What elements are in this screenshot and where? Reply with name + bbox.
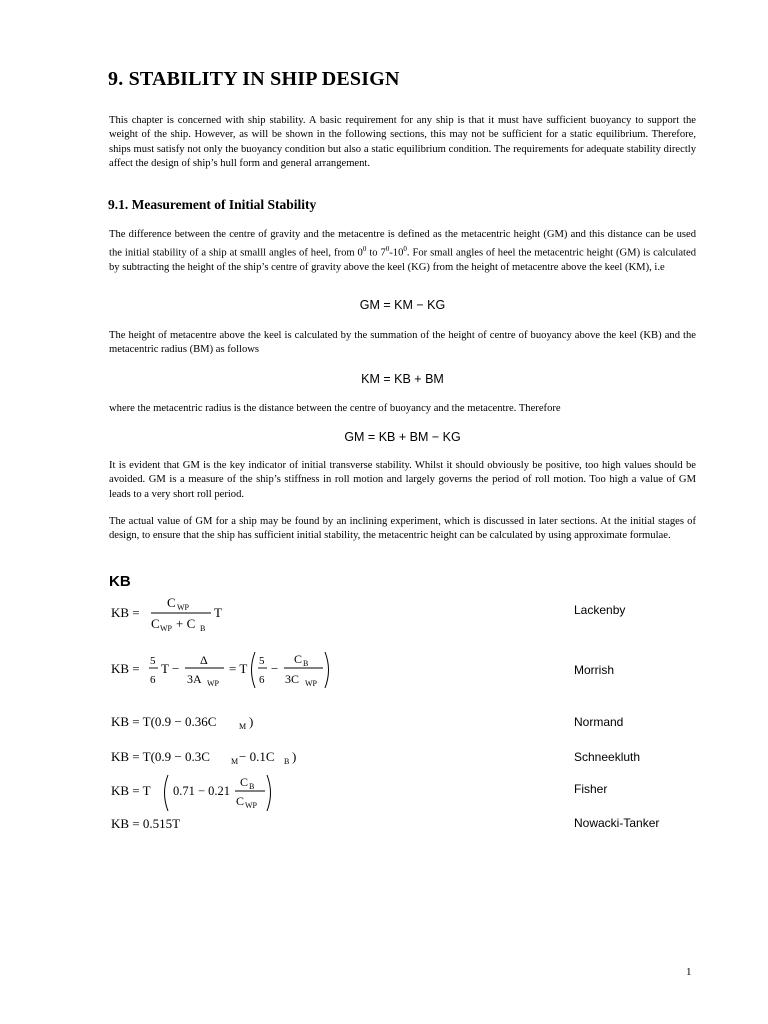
- formula-lackenby: [111, 592, 311, 642]
- lackenby-num-sub: WP: [177, 603, 189, 612]
- page-number: 1: [686, 966, 692, 978]
- fisher-num-sub: B: [249, 782, 255, 791]
- formula-schneekluth: [111, 742, 351, 770]
- morrish-f2-den-sub: WP: [207, 679, 219, 688]
- fisher-den: C: [236, 794, 245, 808]
- formula-name-fisher: Fisher: [574, 782, 608, 796]
- normand-close: ): [249, 714, 254, 729]
- schneekluth-mid: − 0.1C: [239, 749, 275, 764]
- schneekluth-text: KB = T(0.9 − 0.3C: [111, 749, 210, 764]
- nowacki-text: KB = 0.515T: [111, 816, 181, 831]
- fisher-inner: 0.71 − 0.21: [173, 784, 231, 798]
- formula-lackenby-svg: [111, 592, 311, 638]
- evident-paragraph: It is evident that GM is the key indicator of initial transverse stability. Whilst it should obviously be positive, too high values should be avoided. GM is a measure of the ship’s stiffness in roll motion and largely governs the period of roll motion. Too high a value of GM leads to a very short roll period.: [109, 460, 696, 500]
- equation-gm-kb-bm-kg: GM = KB + BM − KG: [344, 430, 461, 444]
- lackenby-t: T: [214, 605, 222, 620]
- formula-name-morrish: Morrish: [574, 663, 615, 677]
- morrish-f3-den: 6: [259, 674, 265, 686]
- lackenby-den-c1: C: [151, 616, 160, 631]
- morrish-f2-num: Δ: [200, 653, 208, 667]
- morrish-f2-den: 3A: [187, 672, 202, 686]
- formula-nowacki-svg: [111, 811, 271, 837]
- section-title: 9.1. Measurement of Initial Stability: [108, 197, 317, 212]
- intro-paragraph: This chapter is concerned with ship stability. A basic requirement for any ship is that it must have sufficient buoyancy to support the weight of the ship. However, as will be shown in the following sections, this may not be sufficient for a static equilibrium. Therefore, ships must satisfy not only the buoyancy condition but also a static equilibrium condition. The requirements for adequate stability directly affect the design of ship’s hull form and general arrangement.: [109, 115, 696, 170]
- schneekluth-sub1: M: [231, 757, 239, 766]
- morrish-f3-num: 5: [259, 655, 265, 667]
- lackenby-lhs: KB =: [111, 605, 140, 620]
- gm-text-b: . For small angles of heel the metacentric height (GM) is calculated by subtracting the height of the ship’s centre of gravity above the keel (KG) from the height of metacentre above the keel (KM), i.e: [109, 247, 696, 274]
- fisher-lhs: KB = T: [111, 783, 151, 798]
- km-paragraph: The height of metacentre above the keel is calculated by the summation of the height of centre of buoyancy above the keel (KB) and the metacentric radius (BM) as follows: [109, 330, 696, 356]
- morrish-f4-num: C: [294, 652, 303, 666]
- equation-km-kb-bm: KM = KB + BM: [361, 372, 444, 386]
- degree-sup-1: 0: [362, 245, 367, 254]
- formula-morrish-svg: [111, 646, 341, 694]
- normand-text: KB = T(0.9 − 0.36C: [111, 714, 217, 729]
- degree-sup-2: 0: [385, 245, 390, 254]
- schneekluth-close: ): [292, 749, 297, 764]
- gm-text-dash: -10: [389, 247, 404, 259]
- formula-name-nowacki: Nowacki-Tanker: [574, 816, 660, 830]
- morrish-lhs: KB =: [111, 661, 140, 676]
- kb-heading: KB: [109, 573, 131, 590]
- bm-paragraph: where the metacentric radius is the distance between the centre of buoyancy and the metacentre. Therefore: [109, 403, 561, 414]
- morrish-eq-t: = T: [229, 661, 248, 676]
- morrish-minus: −: [271, 661, 279, 676]
- formula-morrish: [111, 646, 341, 696]
- gm-text-a: The difference between the centre of gravity and the metacentre is defined as the metacentric height (GM) and this distance can be used the initial stability of a ship at smalll angles of heel, from 0: [109, 229, 696, 259]
- formula-name-schneekluth: Schneekluth: [574, 750, 641, 764]
- morrish-f4-den: 3C: [285, 672, 300, 686]
- fisher-left-paren: [165, 775, 169, 811]
- lackenby-den-sub1: WP: [160, 624, 172, 633]
- schneekluth-sub2: B: [284, 757, 290, 766]
- equation-gm-km-kg: GM = KM − KG: [359, 298, 446, 312]
- fisher-num: C: [240, 775, 249, 789]
- normand-sub: M: [239, 722, 247, 731]
- morrish-f4-num-sub: B: [303, 659, 309, 668]
- lackenby-den-plus: + C: [176, 616, 196, 631]
- degree-sup-3: 0: [403, 245, 407, 254]
- fisher-den-sub: WP: [245, 801, 257, 810]
- formula-normand: [111, 707, 331, 735]
- formula-schneekluth-svg: [111, 742, 351, 770]
- formula-name-normand: Normand: [574, 715, 624, 729]
- morrish-t1: T −: [161, 661, 180, 676]
- morrish-right-paren: [325, 652, 329, 688]
- gm-text-to: to 7: [366, 247, 386, 259]
- morrish-f1-den: 6: [150, 674, 156, 686]
- fisher-right-paren: [267, 775, 271, 811]
- morrish-left-paren: [252, 652, 256, 688]
- formula-nowacki: [111, 811, 271, 837]
- lackenby-num-c: C: [167, 595, 176, 610]
- formula-normand-svg: [111, 707, 331, 735]
- chapter-title: 9. STABILITY IN SHIP DESIGN: [108, 68, 400, 90]
- formula-name-lackenby: Lackenby: [574, 603, 626, 617]
- morrish-f1-num: 5: [150, 655, 156, 667]
- morrish-f4-den-sub: WP: [305, 679, 317, 688]
- gm-definition-paragraph: [109, 228, 696, 276]
- actual-gm-paragraph: The actual value of GM for a ship may be found by an inclining experiment, which is discussed in later sections. At the initial stages of design, to ensure that the ship has sufficient initial stability, the metacentric height can be calculated by using approximate formulae.: [109, 516, 696, 542]
- lackenby-den-sub2: B: [200, 624, 206, 633]
